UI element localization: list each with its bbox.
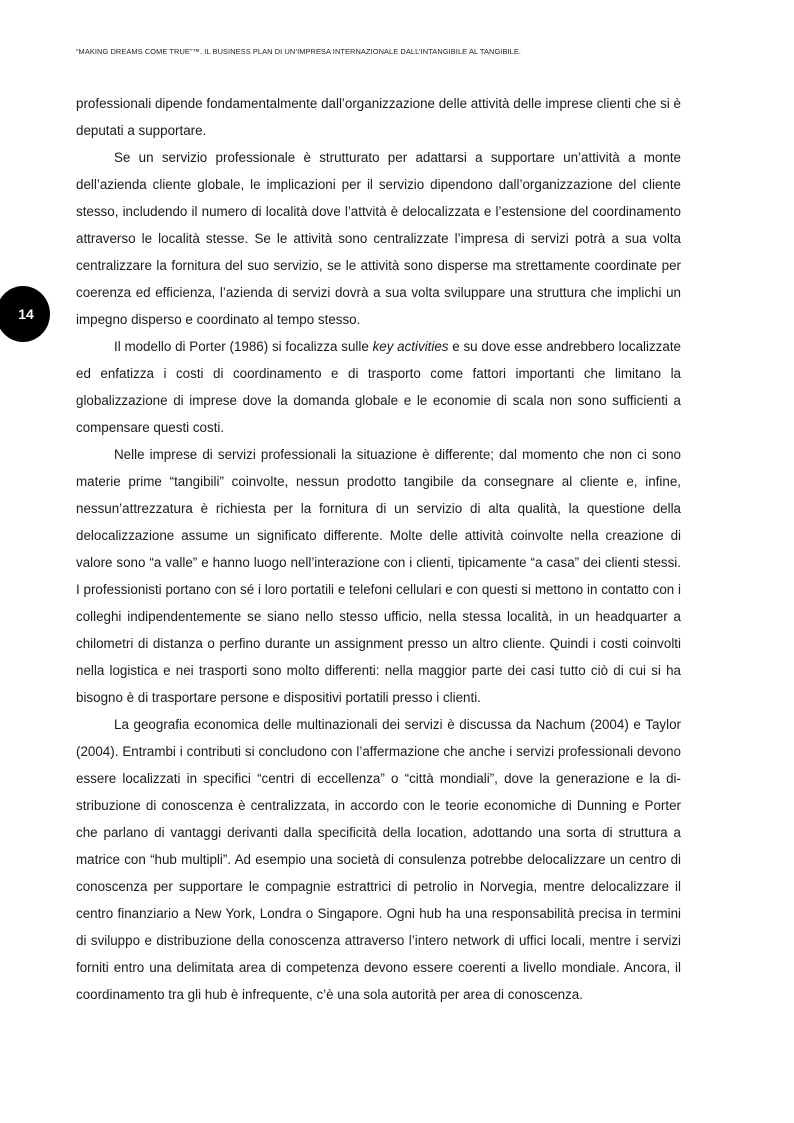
paragraph-1: professionali dipende fondamentalmente dall’organizzazione delle attività delle imprese clienti che si è deputati a supportare.: [76, 96, 681, 138]
paragraph-3-italic: key activities: [372, 339, 449, 354]
paragraph-2: Se un servizio professionale è strutturato per adattarsi a supportare un’attività a monte dell’azienda cliente globale, le implicazioni per il servizio dipendono dall’organizzazione del cliente stesso, includendo il numero di località dove l’attvità è delocalizzata e l’estensione del coordinamento attraverso le località stesse. Se le attività sono centralizzate l’impresa di servizi potrà a sua volta centralizzare la fornitura del suo servizio, se le attività sono disperse ma strettamente coordinate per coerenza ed efficienza, l’azienda di servizi dovrà a sua volta sviluppare una struttura che implichi un impegno disperso e coordinato al tempo stesso.: [76, 150, 681, 327]
body-text: [76, 90, 681, 1008]
paragraph-3-text-b: e su dove esse andrebbero localizzate ed enfatizza i costi di coordinamento e di trasporto come fattori importanti che limitano la globalizzazione di imprese dove la domanda globale e le economie di scala non sono sufficienti a compensare questi costi.: [76, 339, 681, 435]
paragraph-3: [76, 333, 681, 441]
paragraph-5: La geografia economica delle multinazionali dei servizi è discussa da Nachum (2004) e Taylor (2004). Entrambi i contributi si concludono con l’affermazione che anche i servizi professionali devono essere localizzati in specifici “centri di eccellenza” o “città mondiali”, dove la generazione e la distribuzione di conoscenza è centralizzata, in accordo con le teorie economiche di Dunning e Porter che parlano di vantaggi derivanti dalla specificità della location, adottando una sorta di struttura a matrice con “hub multipli”. Ad esempio una società di consulenza potrebbe delocalizzare un centro di conoscenza per supportare le compagnie estrattrici di petrolio in Norvegia, mentre delocalizzare il centro finanziario a New York, Londra o Singapore. Ogni hub ha una responsabilità precisa in termini di sviluppo e distribuzione della conoscenza attraverso l’intero network di uffici locali, mentre i servizi forniti entro una delimitata area di competenza devono essere coerenti a livello mondiale. Ancora, il coordinamento tra gli hub è infrequente, c’è una sola autorità per area di conoscenza.: [76, 717, 681, 1002]
paragraph-3-text-a: Il modello di Porter (1986) si focalizza sulle: [114, 339, 373, 354]
page-number-badge: 14: [0, 286, 50, 342]
running-header: “MAKING DREAMS COME TRUE”™. IL BUSINESS PLAN DI UN’IMPRESA INTERNAZIONALE DALL’INTANGIBILE AL TANGIBILE.: [76, 47, 522, 56]
paragraph-4: Nelle imprese di servizi professionali la situazione è differente; dal momento che non ci sono materie prime “tangibili” coinvolte, nessun prodotto tangibile da consegnare al cliente e, infine, nessun’attrezzatura è richiesta per la fornitura di un servizio di alta qualità, la questione della delocalizzazione assume un significato differente. Molte delle attività coinvolte nella creazione di valore sono “a valle” e hanno luogo nell’interazione con i clienti, tipicamente “a casa” dei clienti stessi. I professionisti portano con sé i loro portatili e telefoni cellulari e con questi si mettono in contatto con i colleghi indipendentemente se siano nello stesso ufficio, nella stessa località, in un headquarter a chilometri di distanza o perfino durante un assignment presso un altro cliente. Quindi i costi coinvolti nella logistica e nei trasporti sono molto differenti: nella maggior parte dei casi tutto ciò di cui si ha bisogno è di trasportare persone e dispositivi portatili presso i clienti.: [76, 447, 681, 705]
